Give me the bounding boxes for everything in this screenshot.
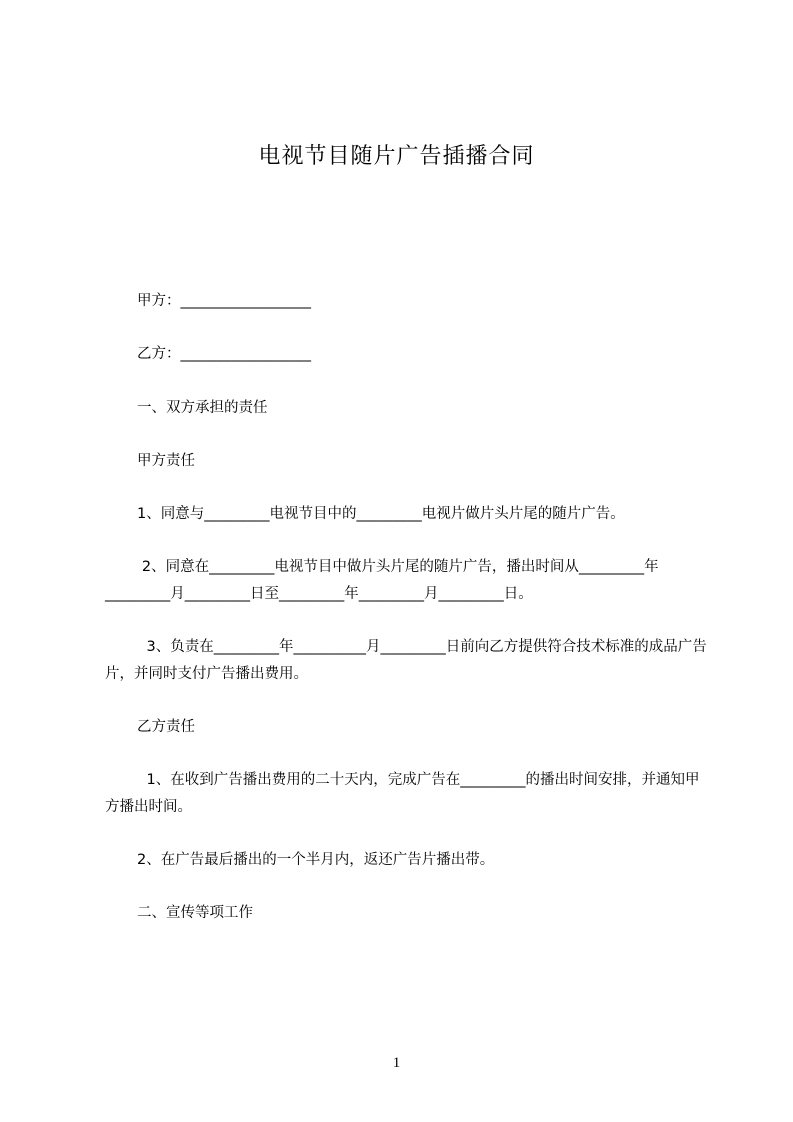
party-a-item-3: 3、负责在_________年__________月_________日前向乙方提供符合技术标准的成品广告片，并同时支付广告播出费用。 xyxy=(105,639,707,682)
party-b-item-2: 2、在广告最后播出的一个半月内，返还广告片播出带。 xyxy=(137,852,495,868)
party-a-line: 甲方：__________________ xyxy=(137,293,311,309)
party-a-item-2: 2、同意在_________电视节目中做片头片尾的随片广告，播出时间从_________年_________月_________日至_________年_________月_________日。 xyxy=(105,559,659,602)
party-a-duties-heading: 甲方责任 xyxy=(137,453,195,469)
section-heading-promotion: 二、宣传等项工作 xyxy=(137,905,253,921)
party-a-item-1: 1、同意与_________电视节目中的_________电视片做片头片尾的随片广告。 xyxy=(137,506,625,522)
party-b-item-1: 1、在收到广告播出费用的二十天内，完成广告在_________的播出时间安排，并通知甲方播出时间。 xyxy=(105,772,700,815)
page-number: 1 xyxy=(392,1055,401,1071)
document-title: 电视节目随片广告插播合同 xyxy=(258,144,535,169)
party-b-duties-heading: 乙方责任 xyxy=(137,719,195,735)
party-b-line: 乙方：__________________ xyxy=(137,346,311,362)
section-heading-responsibilities: 一、双方承担的责任 xyxy=(137,400,268,416)
